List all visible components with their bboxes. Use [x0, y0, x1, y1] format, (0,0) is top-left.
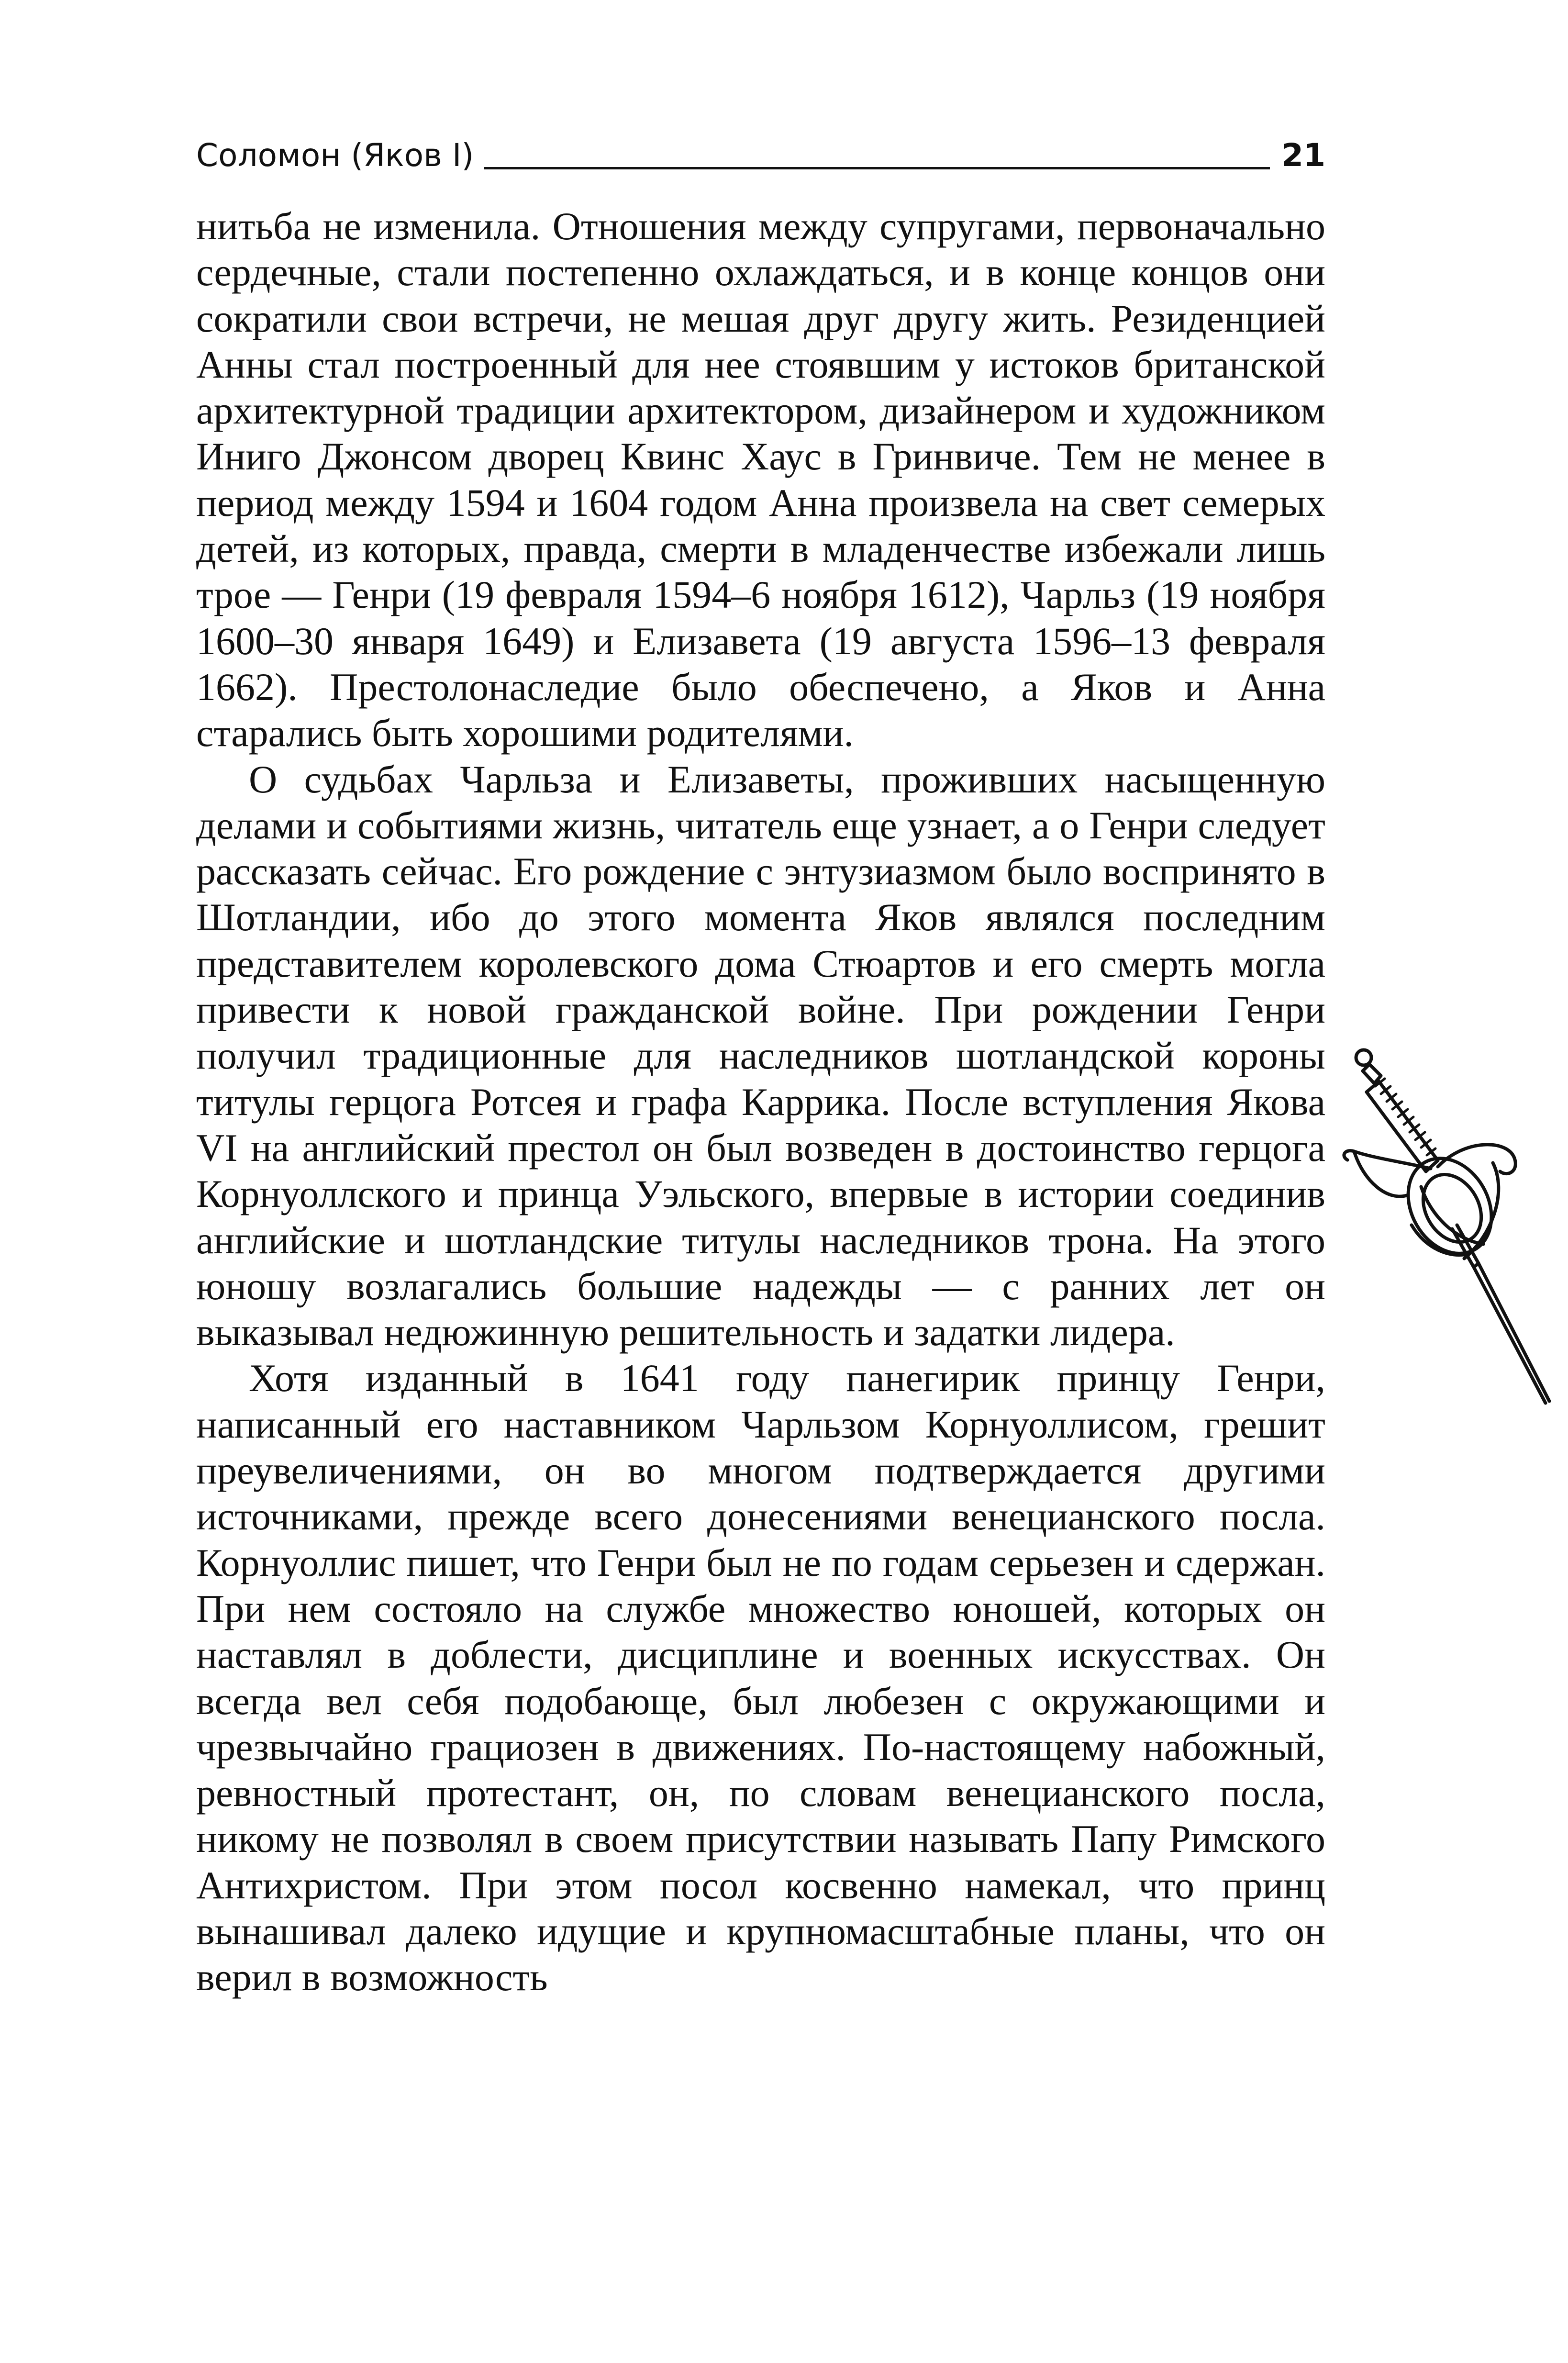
header-rule: [484, 167, 1270, 169]
running-header: [196, 128, 1325, 174]
page-number: 21: [1281, 137, 1325, 174]
rapier-sword-icon: [1335, 1043, 1555, 1407]
running-title: Соломон (Яков I): [196, 137, 474, 174]
paragraph-continued: нитьба не изменила. Отношения между супругами, первоначально сердечные, стали постепенно охлаждаться, и в конце концов они сократили свои встречи, не мешая друг другу жить. Резиденцией Анны стал построенный для нее стоявшим у истоков британской архитектурной традиции архитектором, дизайнером и художником Иниго Джонсом дворец Квинс Хаус в Гринвиче. Тем не менее в период между 1594 и 1604 годом Анна произвела на свет семерых детей, из которых, правда, смерти в младенчестве избежали лишь трое — Генри (19 февраля 1594–6 ноября 1612), Чарльз (19 ноября 1600–30 января 1649) и Елизавета (19 августа 1596–13 февраля 1662). Престолонаследие было обеспечено, а Яков и Анна старались быть хорошими родителями.: [196, 204, 1325, 755]
body-text: [196, 203, 1325, 2001]
paragraph: О судьбах Чарльза и Елизаветы, проживших насыщенную делами и событиями жизнь, читатель еще узнает, а о Генри следует рассказать сейчас. Его рождение с энтузиазмом было воспринято в Шотландии, ибо до этого момента Яков являлся последним представителем королевского дома Стюартов и его смерть могла привести к новой гражданской войне. При рождении Генри получил традиционные для наследников шотландской короны титулы герцога Ротсея и графа Каррика. После вступления Якова VI на английский престол он был возведен в достоинство герцога Корнуоллского и принца Уэльского, впервые в истории соединив английские и шотландские титулы наследников трона. На этого юношу возлагались большие надежды — с ранних лет он выказывал недюжинную решительность и задатки лидера.: [196, 757, 1325, 1354]
paragraph: Хотя изданный в 1641 году панегирик принцу Генри, написанный его наставником Чарльзом Корнуоллисом, грешит преувеличениями, он во многом подтверждается другими источниками, прежде всего донесениями венецианского посла. Корнуоллис пишет, что Генри был не по годам серьезен и сдержан. При нем состояло на службе множество юношей, которых он наставлял в доблести, дисциплине и военных искусствах. Он всегда вел себя подобающе, был любезен с окружающими и чрезвычайно грациозен в движениях. По-настоящему набожный, ревностный протестант, он, по словам венецианского посла, никому не позволял в своем присутствии называть Папу Римского Антихристом. При этом посол косвенно намекал, что принц вынашивал далеко идущие и крупномасштабные планы, что он верил в возможность: [196, 1356, 1325, 1999]
